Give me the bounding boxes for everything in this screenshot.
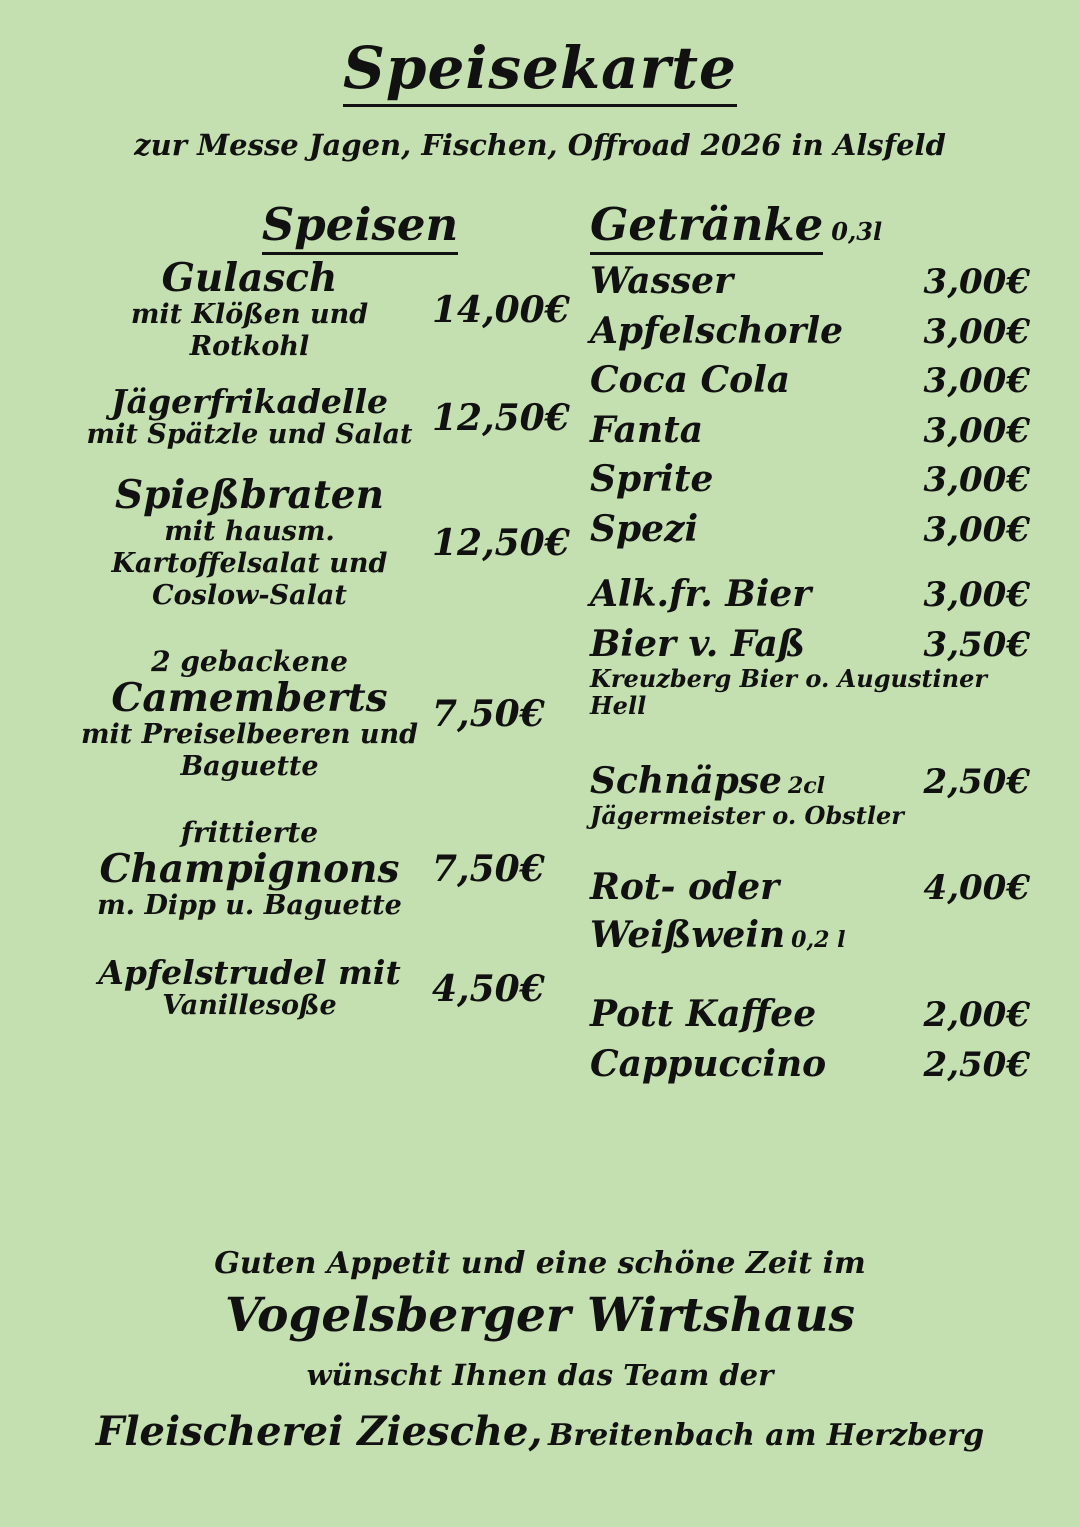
drink-item-size: 0,2 l xyxy=(791,926,846,953)
drink-item-price: 3,00€ xyxy=(923,410,1030,451)
food-item xyxy=(72,472,592,612)
drink-item-price: 3,00€ xyxy=(923,509,1030,550)
drink-item xyxy=(590,571,1030,619)
food-item-price: 12,50€ xyxy=(432,396,570,439)
footer-venue-name: Vogelsberger Wirtshaus xyxy=(224,1287,855,1343)
drink-item-name xyxy=(590,758,825,806)
food-heading-text: Speisen xyxy=(262,198,458,255)
drink-item xyxy=(590,456,1030,504)
drink-item xyxy=(590,357,1030,405)
footer-line-1: Guten Appetit und eine schöne Zeit im xyxy=(214,1246,866,1281)
drink-item-price: 3,50€ xyxy=(923,624,1030,665)
drink-item-name: Pott Kaffee xyxy=(590,993,817,1036)
drink-item-price: 2,50€ xyxy=(923,761,1030,802)
drink-item-price: 3,00€ xyxy=(923,575,1030,616)
drink-item xyxy=(590,1041,1030,1089)
food-item-price: 12,50€ xyxy=(432,522,570,565)
footer xyxy=(0,1245,1080,1455)
food-item-price: 4,50€ xyxy=(432,967,545,1010)
drink-item-name: Fanta xyxy=(590,408,704,451)
food-item-price: 14,00€ xyxy=(432,289,570,332)
food-item-description: mit Klößen und Rotkohl xyxy=(130,298,369,362)
food-item-description: mit hausm. Kartoffelsalat und Coslow-Salat xyxy=(111,516,388,611)
drink-item-label: Schnäpse xyxy=(590,759,782,802)
spacer xyxy=(590,834,1030,864)
drink-item xyxy=(590,991,1030,1039)
footer-company-name: Fleischerei Ziesche, xyxy=(95,1407,543,1455)
drink-item-price: 3,00€ xyxy=(923,311,1030,352)
drink-item-price: 2,50€ xyxy=(923,1044,1030,1085)
drink-item-name: Wasser xyxy=(590,260,734,302)
drink-item-name: Apfelschorle xyxy=(590,309,844,352)
drinks-column-heading xyxy=(590,198,1010,251)
drink-item-note: Kreuzberg Bier o. Augustiner Hell xyxy=(590,664,988,720)
drink-item-price: 4,00€ xyxy=(923,868,1030,909)
drink-item-name: Alk.fr. Bier xyxy=(590,573,812,616)
drink-item-name: Coca Cola xyxy=(590,359,791,402)
drinks-list xyxy=(590,258,1030,1090)
food-column-heading xyxy=(150,198,570,251)
drink-item-price: 3,00€ xyxy=(923,361,1030,402)
drink-item-name: Sprite xyxy=(590,458,714,501)
spacer xyxy=(590,555,1030,571)
drinks-unit-label: 0,3l xyxy=(831,217,883,246)
spacer xyxy=(590,724,1030,758)
drink-item xyxy=(590,864,1030,959)
food-item-prefix: 2 gebackene xyxy=(151,644,348,678)
food-item-description: m. Dipp u. Baguette xyxy=(97,889,402,921)
food-item xyxy=(72,952,592,1023)
page-title xyxy=(0,34,1080,102)
food-item xyxy=(72,817,592,922)
drink-item-note: Jägermeister o. Obstler xyxy=(590,801,904,831)
drinks-heading-text: Getränke xyxy=(590,198,823,255)
drink-item-name: Cappuccino xyxy=(590,1042,827,1085)
spacer xyxy=(590,961,1030,991)
drink-item-size: 2cl xyxy=(787,772,825,799)
drink-item xyxy=(590,308,1030,356)
footer-line-3: wünscht Ihnen das Team der xyxy=(306,1357,774,1392)
food-item-name: Camemberts xyxy=(111,674,388,721)
drink-item-price: 3,00€ xyxy=(923,262,1030,302)
food-list xyxy=(72,255,592,1036)
food-item-price: 7,50€ xyxy=(432,848,545,890)
drink-item-name: Bier v. Faß xyxy=(590,622,806,665)
drink-item-price: 2,00€ xyxy=(923,995,1030,1036)
food-item-name: Champignons xyxy=(99,845,400,892)
drink-item xyxy=(590,621,1030,669)
drink-item xyxy=(590,258,1030,306)
drink-item-price: 3,00€ xyxy=(923,460,1030,501)
food-item xyxy=(72,646,592,783)
food-item-name: Apfelstrudel mit xyxy=(98,952,401,992)
drink-item xyxy=(590,407,1030,455)
food-item-description: Vanillesoße xyxy=(162,990,337,1022)
drink-item xyxy=(590,758,1030,806)
food-item-description: mit Preiselbeeren und Baguette xyxy=(80,718,419,782)
footer-company xyxy=(0,1408,1080,1455)
food-item-price: 7,50€ xyxy=(432,693,545,736)
drink-item xyxy=(590,506,1030,554)
drink-item-name: Spezi xyxy=(590,507,699,550)
page-subtitle: zur Messe Jagen, Fischen, Offroad 2026 in Alsfeld xyxy=(134,128,946,162)
food-item-description: mit Spätzle und Salat xyxy=(86,419,413,451)
page-title-text: Speisekarte xyxy=(343,34,737,107)
food-item xyxy=(72,255,592,363)
food-item xyxy=(72,381,592,452)
drink-item-label: Rot- oder Weißwein xyxy=(590,866,786,956)
footer-company-location: Breitenbach am Herzberg xyxy=(547,1417,985,1453)
food-item-prefix: frittierte xyxy=(180,815,319,849)
drink-item-name xyxy=(590,864,880,959)
food-item-name: Gulasch xyxy=(161,255,338,301)
food-item-name: Spießbraten xyxy=(115,472,384,519)
food-item-name: Jägerfrikadelle xyxy=(111,381,388,421)
